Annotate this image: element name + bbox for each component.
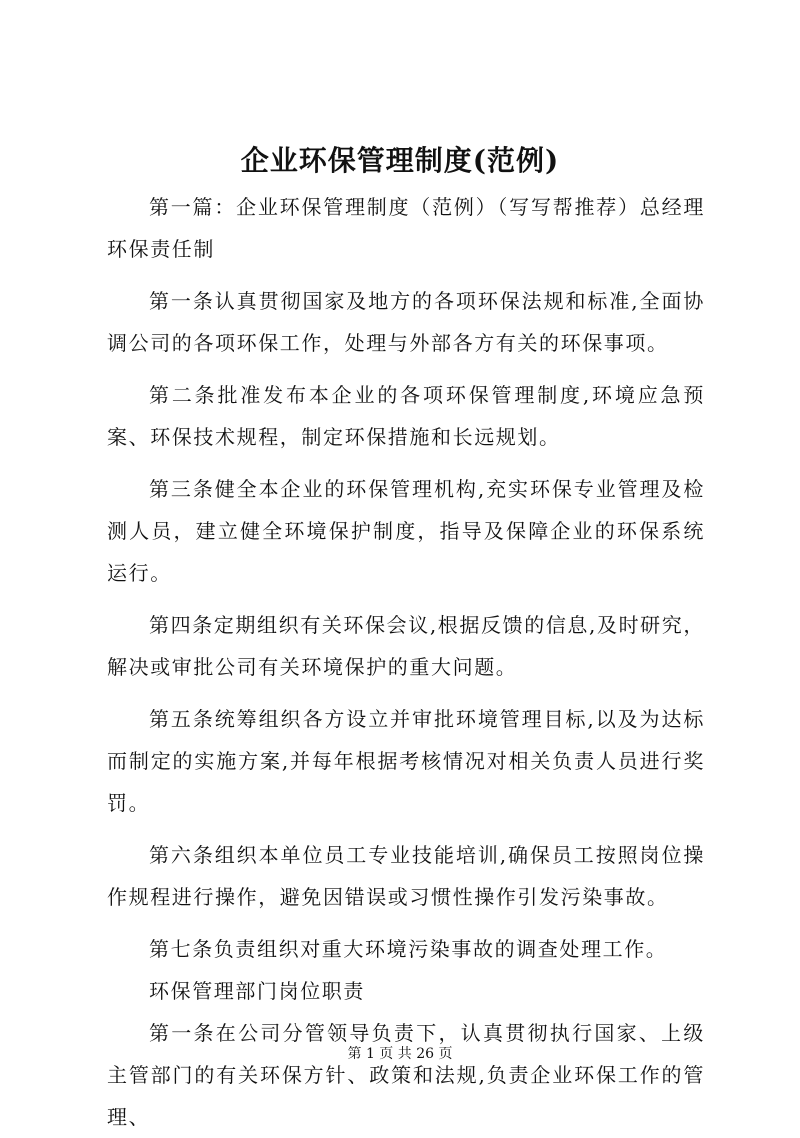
document-body: [107, 186, 705, 1138]
paragraph-8: 第七条负责组织对重大环境污染事故的调查处理工作。: [149, 937, 668, 961]
page-number-footer: 第 1 页 共 26 页: [347, 1046, 453, 1062]
paragraph-4: 第三条健全本企业的环保管理机构,充实环保专业管理及检测人员，建立健全环境保护制度，指导及保障企业的环保系统运行。: [107, 477, 705, 585]
paragraph-5: 第四条定期组织有关环保会议,根据反馈的信息,及时研究，解决或审批公司有关环境保护的重大问题。: [107, 613, 705, 679]
paragraph-9: 第一条在公司分管领导负责下，认真贯彻执行国家、上级主管部门的有关环保方针、政策和法规,负责企业环保工作的管理、: [107, 1021, 705, 1129]
section-heading: 环保管理部门岗位职责: [149, 979, 365, 1003]
paragraph-7: 第六条组织本单位员工专业技能培训,确保员工按照岗位操作规程进行操作，避免因错误或习惯性操作引发污染事故。: [107, 843, 705, 909]
paragraph-6: 第五条统筹组织各方设立并审批环境管理目标,以及为达标而制定的实施方案,并每年根据考核情况对相关负责人员进行奖罚。: [107, 707, 705, 815]
paragraph-2: 第一条认真贯彻国家及地方的各项环保法规和标准,全面协调公司的各项环保工作，处理与外部各方有关的环保事项。: [107, 289, 705, 355]
document-title: 企业环保管理制度(范例): [240, 144, 560, 177]
paragraph-3: 第二条批准发布本企业的各项环保管理制度,环境应急预案、环保技术规程，制定环保措施和长远规划。: [107, 383, 705, 449]
paragraph-1: 第一篇：企业环保管理制度（范例）（写写帮推荐）总经理环保责任制: [107, 195, 705, 261]
